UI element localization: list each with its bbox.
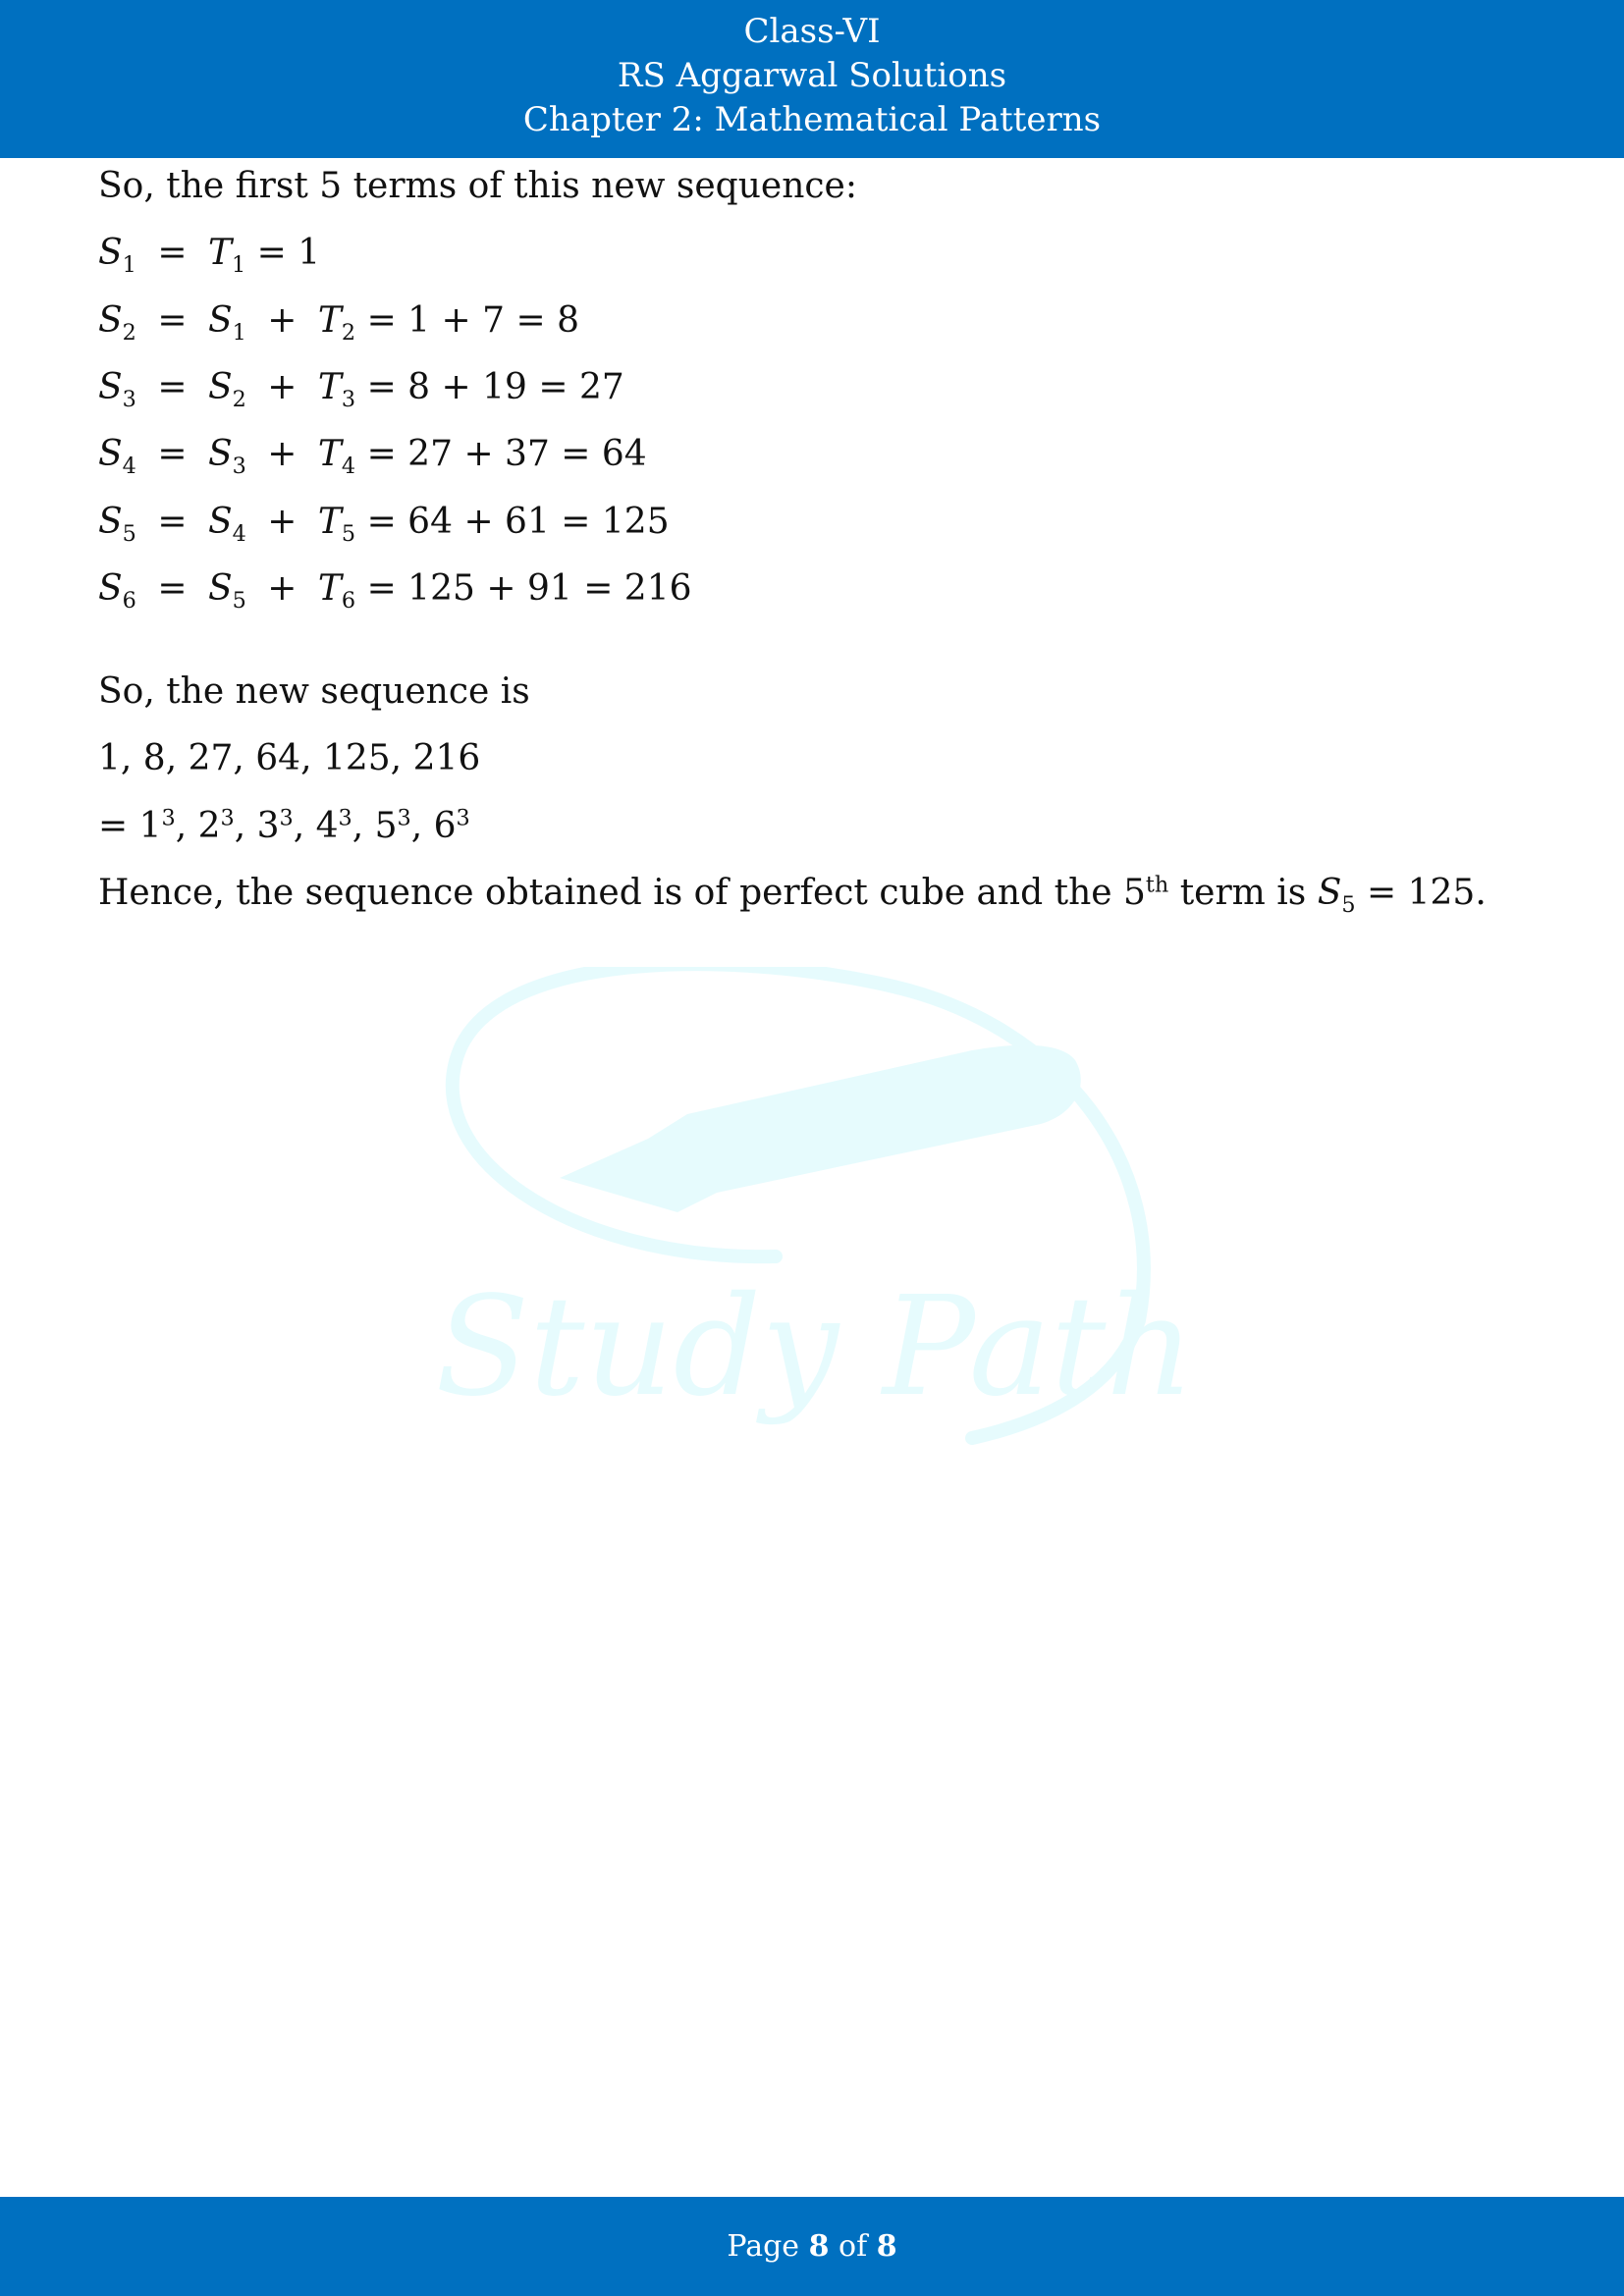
sequence-values: 1, 8, 27, 64, 125, 216 bbox=[98, 738, 481, 778]
equation-s1: $S_1 = T_1 = 1$ bbox=[98, 233, 321, 278]
equation-s2: $S_2 = S_1 + T_2 = 1 + 7 = 8$ bbox=[98, 300, 579, 346]
header-book: RS Aggarwal Solutions bbox=[617, 56, 1007, 95]
study-path-watermark-logo bbox=[422, 967, 1208, 1458]
new-sequence-label: So, the new sequence is bbox=[98, 671, 530, 712]
equation-s6: $S_6 = S_5 + T_6 = 125 + 91 = 216$ bbox=[98, 568, 692, 614]
conclusion-text: Hence, the sequence obtained is of perfect cube and the 5th term is $S_5 = 125$. bbox=[98, 872, 1487, 918]
header-chapter: Chapter 2: Mathematical Patterns bbox=[522, 100, 1102, 139]
watermark-text: Study Path bbox=[435, 1267, 1195, 1427]
page-header bbox=[0, 0, 1624, 158]
intro-text: So, the first 5 terms of this new sequence: bbox=[98, 166, 857, 206]
equation-s4: $S_4 = S_3 + T_4 = 27 + 37 = 64$ bbox=[98, 434, 647, 479]
equation-s5: $S_5 = S_4 + T_5 = 64 + 61 = 125$ bbox=[98, 502, 670, 547]
page-footer bbox=[0, 2197, 1624, 2296]
equation-s3: $S_3 = S_2 + T_3 = 8 + 19 = 27$ bbox=[98, 367, 624, 412]
cubes-line: = $1^3$, $2^3$, $3^3$, $4^3$, $5^3$, $6^3$ bbox=[98, 805, 470, 846]
page-number: Page 8 of 8 bbox=[727, 2229, 897, 2264]
header-class: Class-VI bbox=[743, 12, 881, 51]
